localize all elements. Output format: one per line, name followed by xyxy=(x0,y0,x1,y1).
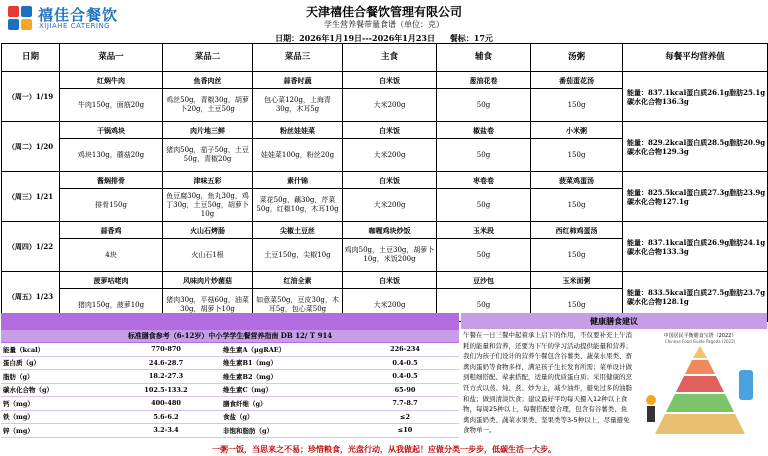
soup-name: 菠菜鸡蛋汤 xyxy=(531,172,623,189)
col-header: 汤粥 xyxy=(531,44,623,72)
nutrient-label: 锌（mg） xyxy=(1,424,111,438)
dish-ingredients: 4块 xyxy=(60,239,163,272)
nutrient-range: 0.4-0.5 xyxy=(351,370,459,384)
dish-name: 鱼香肉丝 xyxy=(163,72,253,89)
weekly-menu-table xyxy=(1,43,768,322)
dish-name: 干锅鸡块 xyxy=(60,122,163,139)
logo-text-en: XIJIAHE CATERING xyxy=(39,22,111,30)
dish-name: 红油全素 xyxy=(253,272,343,289)
nutrient-range: 770-870 xyxy=(111,343,221,356)
nutrient-label: 食盐（g） xyxy=(221,410,351,424)
staple-amount: 大米200g xyxy=(343,189,437,222)
nutrient-label: 维生素B2（mg） xyxy=(221,370,351,384)
nutrient-range: 65-90 xyxy=(351,383,459,397)
advice-title: 健康膳食建议 xyxy=(461,313,767,329)
nutrient-range: 400-480 xyxy=(111,397,221,411)
dish-ingredients: 猪肉30g，平菇60g，油菜30g，胡萝卜10g xyxy=(163,289,253,322)
side-name: 玉米段 xyxy=(437,222,531,239)
nutrition-summary: 能量：837.1kcal蛋白质26.9g脂肪24.1g碳水化合物133.3g xyxy=(623,222,768,272)
soup-amount: 150g xyxy=(531,289,623,322)
staple-name: 白米饭 xyxy=(343,172,437,189)
date-range: 日期：2026年1月19日---2026年1月23日 xyxy=(275,33,435,43)
dish-name: 火山石烤肠 xyxy=(163,222,253,239)
nutrition-summary: 能量：833.5kcal蛋白质27.5g脂肪23.7g碳水化合物128.1g xyxy=(623,272,768,322)
menu-dish-row xyxy=(2,172,768,189)
dish-name: 风味肉片炒菌菇 xyxy=(163,272,253,289)
soup-amount: 150g xyxy=(531,189,623,222)
col-header: 日期 xyxy=(2,44,60,72)
standard-row xyxy=(1,356,459,370)
dish-ingredients: 排骨150g xyxy=(60,189,163,222)
dish-name: 蒜香鸡 xyxy=(60,222,163,239)
nutrient-range: 3.2-3.4 xyxy=(111,424,221,438)
dish-name: 蒜香时蔬 xyxy=(253,72,343,89)
dish-ingredients: 猪肉50g，茄子50g，土豆50g，青椒20g xyxy=(163,139,253,172)
side-amount: 50g xyxy=(437,89,531,122)
nutrient-label: 蛋白质（g） xyxy=(1,356,111,370)
dish-ingredients: 鸡丝50g，青椒30g，胡萝卜20g，土豆50g xyxy=(163,89,253,122)
day-label: （周五）1/23 xyxy=(2,272,60,322)
col-header: 辅食 xyxy=(437,44,531,72)
dish-name: 肉片地三鲜 xyxy=(163,122,253,139)
nutrient-label: 膳食纤维（g） xyxy=(221,397,351,411)
soup-name: 西红柿鸡蛋汤 xyxy=(531,222,623,239)
menu-dish-row xyxy=(2,222,768,239)
nutrient-label: 能量（kcal） xyxy=(1,343,111,356)
dish-ingredients: 火山石1根 xyxy=(163,239,253,272)
nutrition-summary: 能量：837.1kcal蛋白质26.1g脂肪25.1g碳水化合物136.3g xyxy=(623,72,768,122)
nutrient-range: 24.6-28.7 xyxy=(111,356,221,370)
advice-text: 午餐在一日三餐中起着承上启下的作用，不仅要补充上午消耗的能量和营养，还要为下午的学习活动提供能量和营养；我们为孩子们设计的营养午餐包含谷薯类、蔬菜水果类、畜禽肉蛋奶等食物多样，满足孩子生长发育所需；菜单设计做到粗细搭配、荤素搭配，适量的优质蛋白质；采用健康的烹饪方式以蒸、炖、煮、炒为主，减少油炸，避免过多的油脂和盐；做到清淡饮食；建议最好平均每天摄入12种以上食物，每周25种以上，每餐搭配要合理，包含有谷薯类、鱼禽肉蛋奶类、蔬菜水果类、坚果类等3-5种以上，尽量避免食物单一。 xyxy=(463,331,632,435)
side-amount: 50g xyxy=(437,189,531,222)
page-header xyxy=(0,0,768,42)
nutrient-range: 18.2-27.3 xyxy=(111,370,221,384)
staple-amount: 大米200g xyxy=(343,89,437,122)
soup-name: 玉米面粥 xyxy=(531,272,623,289)
dish-ingredients: 猪肉150g，菠萝10g xyxy=(60,289,163,322)
menu-subtitle: 学生营养餐带量食谱（单位：克） xyxy=(324,20,444,29)
side-name: 枣卷卷 xyxy=(437,172,531,189)
dish-ingredients: 娃娃菜100g，粉丝20g xyxy=(253,139,343,172)
nutrient-label: 维生素A（μgRAE） xyxy=(221,343,351,356)
standard-row xyxy=(1,424,459,438)
nutrition-summary: 能量：825.5kcal蛋白质27.3g脂肪23.9g碳水化合物127.1g xyxy=(623,172,768,222)
soup-name: 番茄蛋花汤 xyxy=(531,72,623,89)
meal-price: 餐标：17元 xyxy=(449,33,493,43)
table-header-row xyxy=(2,44,768,72)
dish-name: 素什锦 xyxy=(253,172,343,189)
col-header: 每餐平均营养值 xyxy=(623,44,768,72)
pyramid-icon xyxy=(635,330,765,442)
day-label: （周三）1/21 xyxy=(2,172,60,222)
standard-title: 标准膳食参考（6-12岁）中小学学生餐营养指南 DB 12/ T 914 xyxy=(1,330,459,342)
standard-row xyxy=(1,410,459,424)
dish-name: 红焖牛肉 xyxy=(60,72,163,89)
menu-dish-row xyxy=(2,72,768,89)
dish-name: 津味五彩 xyxy=(163,172,253,189)
dish-name: 菠萝咕咾肉 xyxy=(60,272,163,289)
staple-name: 白米饭 xyxy=(343,272,437,289)
staple-name: 白米饭 xyxy=(343,122,437,139)
dish-ingredients: 鸡块130g，蘑菇20g xyxy=(60,139,163,172)
col-header: 菜品三 xyxy=(253,44,343,72)
slogan-text: 一粥一饭，当思来之不易；珍惜粮食，光盘行动，从我做起！应做分类一步步，低碳生活一大步。 xyxy=(212,444,556,454)
dish-ingredients: 菜花50g，藕30g，芹菜50g，红椒10g，木耳10g xyxy=(253,189,343,222)
nutrient-range: ≤2 xyxy=(351,410,459,424)
dish-ingredients: 鱼豆腐30g，鱼丸30g，鸡丁30g，土豆50g，胡萝卜10g xyxy=(163,189,253,222)
dish-ingredients: 包心菜120g，上海青30g，木耳5g xyxy=(253,89,343,122)
col-header: 菜品一 xyxy=(60,44,163,72)
side-name: 椒盐卷 xyxy=(437,122,531,139)
dish-ingredients: 土豆150g，尖椒10g xyxy=(253,239,343,272)
staple-amount: 鸡肉50g，土豆30g，胡萝卜10g，米饭200g xyxy=(343,239,437,272)
nutrient-range: ≤10 xyxy=(351,424,459,438)
nutrient-range: 102.5-133.2 xyxy=(111,383,221,397)
dish-ingredients: 如意菜50g，豆皮30g，木耳5g，包心菜50g xyxy=(253,289,343,322)
menu-dish-row xyxy=(2,272,768,289)
bottom-section xyxy=(1,313,767,443)
nutrient-range: 226-234 xyxy=(351,343,459,356)
staple-amount: 大米200g xyxy=(343,139,437,172)
day-label: （周一）1/19 xyxy=(2,72,60,122)
standard-table xyxy=(1,343,459,438)
nutrient-range: 7.7-8.7 xyxy=(351,397,459,411)
staple-name: 白米饭 xyxy=(343,72,437,89)
side-name: 豆沙包 xyxy=(437,272,531,289)
nutrient-range: 0.4-0.5 xyxy=(351,356,459,370)
soup-name: 小米粥 xyxy=(531,122,623,139)
food-pyramid-image xyxy=(635,330,765,442)
dish-name: 尖椒土豆丝 xyxy=(253,222,343,239)
col-header: 主食 xyxy=(343,44,437,72)
standard-row xyxy=(1,370,459,384)
nutrient-label: 非饱和脂肪（g） xyxy=(221,424,351,438)
nutrient-label: 维生素B1（mg） xyxy=(221,356,351,370)
standard-row xyxy=(1,343,459,356)
menu-dish-row xyxy=(2,122,768,139)
side-amount: 50g xyxy=(437,289,531,322)
side-name: 葱油花卷 xyxy=(437,72,531,89)
logo-text-cn: 禧佳合餐饮 xyxy=(38,6,119,24)
company-name: 天津禧佳合餐饮管理有限公司 xyxy=(305,5,462,19)
side-amount: 50g xyxy=(437,239,531,272)
standard-row xyxy=(1,397,459,411)
nutrition-summary: 能量：829.2kcal蛋白质28.5g脂肪20.9g碳水化合物129.3g xyxy=(623,122,768,172)
soup-amount: 150g xyxy=(531,239,623,272)
soup-amount: 150g xyxy=(531,89,623,122)
dish-name: 酱焖排骨 xyxy=(60,172,163,189)
day-label: （周四）1/22 xyxy=(2,222,60,272)
side-amount: 50g xyxy=(437,139,531,172)
staple-name: 咖喱鸡块炒饭 xyxy=(343,222,437,239)
nutrient-label: 铁（mg） xyxy=(1,410,111,424)
day-label: （周二）1/20 xyxy=(2,122,60,172)
standard-row xyxy=(1,383,459,397)
nutrient-label: 碳水化合物（g） xyxy=(1,383,111,397)
nutrient-label: 脂肪（g） xyxy=(1,370,111,384)
staple-amount: 大米200g xyxy=(343,289,437,322)
nutrient-range: 5.6-6.2 xyxy=(111,410,221,424)
nutrient-label: 维生素C（mg） xyxy=(221,383,351,397)
col-header: 菜品二 xyxy=(163,44,253,72)
dish-ingredients: 牛肉150g，面筋20g xyxy=(60,89,163,122)
pyramid-caption: 中国居民平衡膳食宝塔（2022） xyxy=(663,333,737,339)
dish-name: 粉丝娃娃菜 xyxy=(253,122,343,139)
pyramid-caption-en: Chinese Food Guide Pagoda (2022) xyxy=(664,339,736,344)
soup-amount: 150g xyxy=(531,139,623,172)
nutrient-label: 钙（mg） xyxy=(1,397,111,411)
